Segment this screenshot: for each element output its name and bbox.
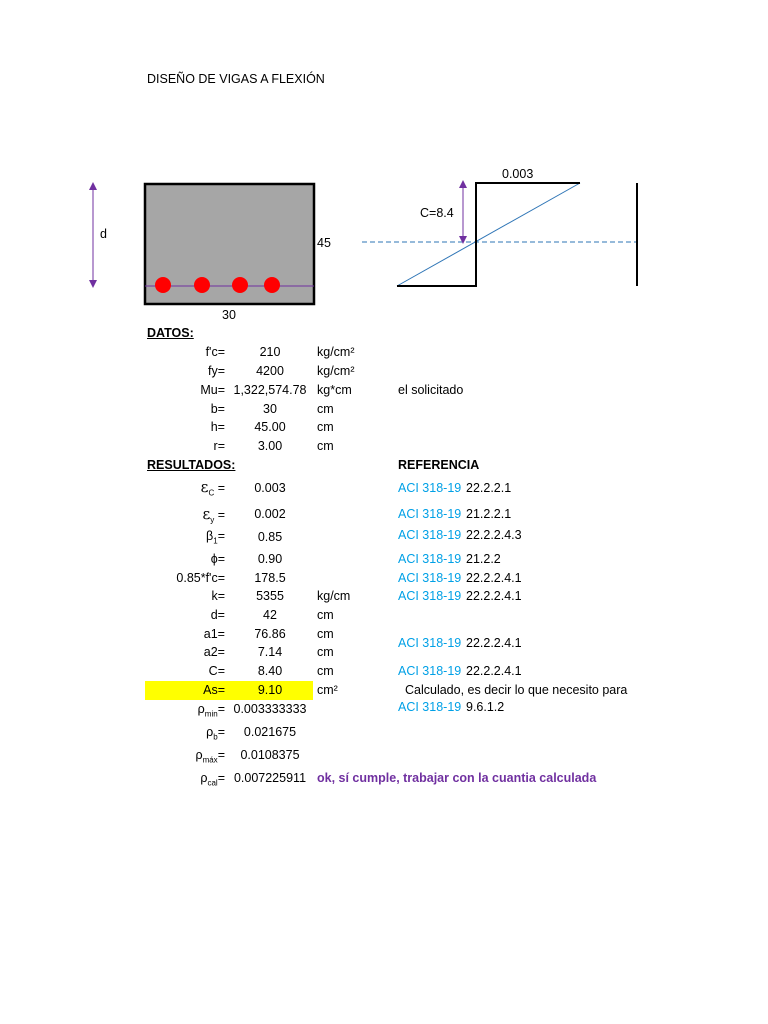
rho-cal-note: ok, sí cumple, trabajar con la cuantia calculada — [317, 771, 597, 785]
aci-ref: ACI 318-19 — [398, 528, 462, 542]
page-title: DISEÑO DE VIGAS A FLEXIÓN — [147, 72, 325, 86]
datos-value: 210 — [259, 345, 281, 359]
datos-label: f'c= — [205, 345, 225, 359]
ref-section: 22.2.2.4.1 — [466, 664, 522, 678]
datos-unit: cm — [317, 402, 334, 416]
as-label: As= — [203, 683, 225, 697]
aci-ref: ACI 318-19 — [398, 507, 462, 521]
as-value: 9.10 — [257, 683, 283, 697]
beta1-label: $\beta_1=$ — [206, 529, 225, 546]
rho-max-label: $\rho_{máx}=$ — [195, 748, 225, 765]
phi-value: 0.90 — [257, 552, 283, 566]
a1-value: 76.86 — [254, 627, 286, 641]
datos-value: 45.00 — [254, 420, 286, 434]
aci-ref: ACI 318-19 — [398, 589, 462, 603]
datos-label: Mu= — [200, 383, 225, 397]
strain-line — [397, 183, 580, 286]
c-label: C=8.4 — [420, 206, 454, 220]
ref-section: 21.2.2 — [466, 552, 501, 566]
aci-ref: ACI 318-19 — [398, 700, 462, 714]
datos-value: 30 — [263, 402, 277, 416]
datos-unit: cm — [317, 439, 334, 453]
datos-value: 3.00 — [257, 439, 283, 453]
eps-y-value: 0.002 — [254, 507, 286, 521]
a1-label: a1= — [203, 627, 225, 641]
rho-min-value: 0.003333333 — [233, 702, 307, 716]
ref-section: 21.2.2.1 — [466, 507, 512, 521]
rho-b-value: 0.021675 — [243, 725, 297, 739]
aci-ref: ACI 318-19 — [398, 552, 462, 566]
datos-unit: kg*cm — [317, 383, 352, 397]
datos-label: b= — [210, 402, 225, 416]
ref-section: 22.2.2.4.3 — [466, 528, 522, 542]
k-label: k= — [211, 589, 225, 603]
eps-c-value: 0.003 — [254, 481, 286, 495]
as-note: Calculado, es decir lo que necesito para — [405, 683, 628, 697]
rho-cal-label: $\rho_{cal}=$ — [200, 771, 225, 788]
rho-min-label: $\rho_{min}=$ — [197, 702, 225, 719]
d-unit: cm — [317, 608, 334, 622]
rho-cal-value: 0.007225911 — [233, 771, 307, 785]
aci-ref: ACI 318-19 — [398, 636, 462, 650]
ref-section: 22.2.2.4.1 — [466, 589, 522, 603]
rebar — [232, 277, 248, 293]
epsilon-symbol: ε — [202, 505, 211, 523]
datos-label: h= — [210, 420, 225, 434]
resultados-heading: RESULTADOS: — [147, 458, 236, 472]
a2-value: 7.14 — [257, 645, 283, 659]
rebar — [264, 277, 280, 293]
datos-note: el solicitado — [398, 383, 464, 397]
a2-label: a2= — [203, 645, 225, 659]
strain-top-label: 0.003 — [502, 167, 534, 181]
rebar — [155, 277, 171, 293]
aci-ref: ACI 318-19 — [398, 571, 462, 585]
phi-label: ϕ= — [210, 552, 225, 566]
d-value: 42 — [263, 608, 277, 622]
rho-max-value: 0.0108375 — [240, 748, 300, 762]
a1-unit: cm — [317, 627, 334, 641]
rebar — [194, 277, 210, 293]
as-unit: cm² — [317, 683, 338, 697]
d-label: d — [100, 227, 107, 241]
eps-c-label: $\varepsilon_C$ = — [200, 478, 225, 498]
k-unit: kg/cm — [317, 589, 351, 603]
datos-unit: kg/cm² — [317, 345, 355, 359]
ref-section: 22.2.2.4.1 — [466, 571, 522, 585]
datos-label: r= — [213, 439, 225, 453]
fc85-value: 178.5 — [254, 571, 286, 585]
referencia-heading: REFERENCIA — [398, 458, 480, 472]
beta1-value: 0.85 — [257, 530, 283, 544]
rho-b-label: $\rho_b=$ — [206, 725, 225, 742]
datos-value: 4200 — [256, 364, 284, 378]
fc85-label: 0.85*f'c= — [176, 571, 225, 585]
k-value: 5355 — [256, 589, 284, 603]
ref-section: 22.2.2.4.1 — [466, 636, 522, 650]
datos-unit: cm — [317, 420, 334, 434]
datos-label: fy= — [207, 364, 225, 378]
c-unit: cm — [317, 664, 334, 678]
height-label: 45 — [317, 236, 331, 250]
d-row-label: d= — [210, 608, 225, 622]
aci-ref: ACI 318-19 — [398, 481, 462, 495]
eps-y-label: $\varepsilon_y$ = — [202, 505, 225, 525]
aci-ref: ACI 318-19 — [398, 664, 462, 678]
datos-value: 1,322,574.78 — [233, 383, 307, 397]
c-row-label: C= — [208, 664, 225, 678]
datos-unit: kg/cm² — [317, 364, 355, 378]
datos-heading: DATOS: — [147, 326, 194, 340]
a2-unit: cm — [317, 645, 334, 659]
ref-section: 22.2.2.1 — [466, 481, 512, 495]
epsilon-symbol: ε — [200, 478, 209, 496]
width-label: 30 — [222, 308, 236, 322]
ref-section: 9.6.1.2 — [466, 700, 505, 714]
c-value: 8.40 — [257, 664, 283, 678]
